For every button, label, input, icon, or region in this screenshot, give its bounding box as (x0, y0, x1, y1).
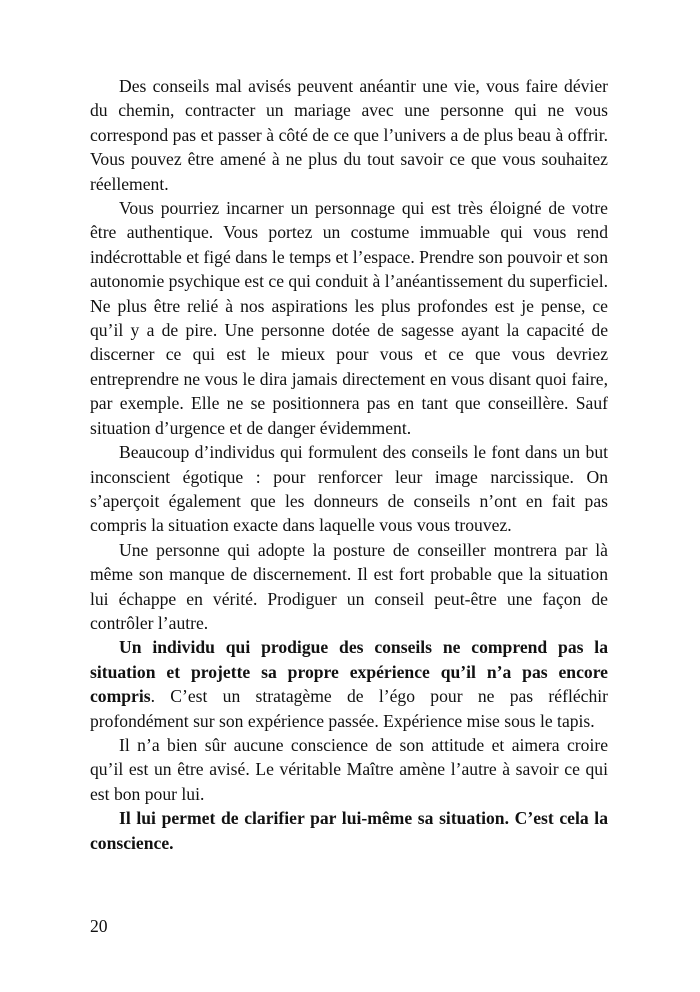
paragraph-2-text: Vous pourriez incarner un personnage qui est très éloigné de votre être authentique. Vous portez un costume immuable qui vous rend indécrottable et figé dans le temps et l’espace. Prendre son pouvoir et son autonomie psychique est ce qui conduit à l’anéantissement du superficiel. Ne plus être relié à nos aspirations les plus profondes est je pense, ce qu’il y a de pire. Une personne dotée de sagesse ayant la capacité de discerner ce qui est le mieux pour vous et ce que vous devriez entreprendre ne vous le dira jamais directement en vous disant quoi faire, par exemple. Elle ne se positionnera pas en tant que conseillère. Sauf situation d’urgence et de danger évidemment. (90, 198, 608, 438)
paragraph-1 (90, 74, 608, 196)
paragraph-3 (90, 440, 608, 538)
paragraph-5-bold-text: Un individu qui prodigue des conseils ne comprend pas la situation et projette sa propre expérience qu’il n’a pas encore compris (90, 637, 608, 707)
page-number: 20 (90, 916, 108, 936)
paragraph-4-text: Une personne qui adopte la posture de conseiller montrera par là même son manque de discernement. Il est fort probable que la situation lui échappe en vérité. Prodiguer un conseil peut-être une façon de contrôler l’autre. (90, 539, 608, 633)
paragraph-6-text: Il n’a bien sûr aucune conscience de son attitude et aimera croire qu’il est un être avisé. Le véritable Maître amène l’autre à savoir ce qui est bon pour lui. (90, 734, 608, 804)
paragraph-2 (90, 196, 608, 440)
paragraph-1-text: Des conseils mal avisés peuvent anéantir une vie, vous faire dévier du chemin, contracter un mariage avec une personne qui ne vous correspond pas et passer à côté de ce que l’univers a de plus beau à offrir. Vous pouvez être amené à ne plus du tout savoir ce que vous souhaitez réellement. (90, 76, 608, 194)
page-body (90, 74, 608, 855)
paragraph-4 (90, 538, 608, 636)
paragraph-7 (90, 806, 608, 855)
paragraph-7-bold-text: Il lui permet de clarifier par lui-même sa situation. C’est cela la conscience. (90, 808, 608, 853)
paragraph-3-text: Beaucoup d’individus qui formulent des conseils le font dans un but inconscient égotique : pour renforcer leur image narcissique. On s’aperçoit également que les donneurs de conseils n’ont en fait pas compris la situation exacte dans laquelle vous vous trouvez. (90, 442, 608, 536)
paragraph-5 (90, 635, 608, 733)
paragraph-6 (90, 733, 608, 806)
paragraph-5-text: . C’est un stratagème de l’égo pour ne pas réfléchir profondément sur son expérience passée. Expérience mise sous le tapis. (90, 686, 608, 731)
